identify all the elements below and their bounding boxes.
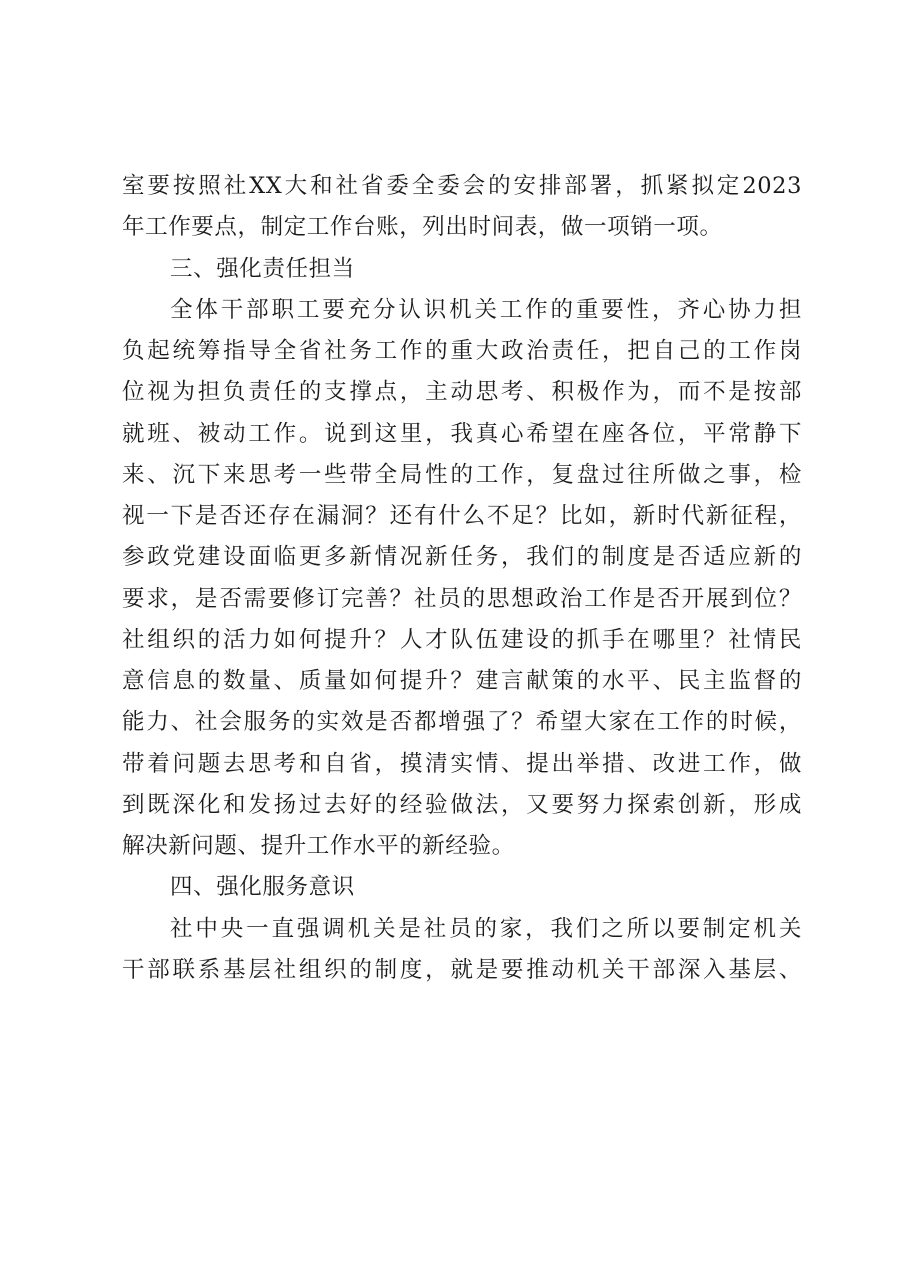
section-heading-3: 三、强化责任担当: [170, 255, 355, 282]
paragraph-line: 社组织的活力如何提升？人才队伍建设的抓手在哪里？社情民: [122, 626, 802, 653]
paragraph-line: 就班、被动工作。说到这里，我真心希望在座各位，平常静下: [122, 420, 802, 447]
paragraph-line: 位视为担负责任的支撑点，主动思考、积极作为，而不是按部: [122, 379, 802, 406]
paragraph-line: 要求，是否需要修订完善？社员的思想政治工作是否开展到位？: [122, 585, 802, 612]
paragraph-line: 解决新问题、提升工作水平的新经验。: [122, 833, 515, 859]
paragraph-line: 社中央一直强调机关是社员的家，我们之所以要制定机关: [170, 915, 802, 942]
paragraph-line: 年工作要点，制定工作台账，列出时间表，做一项销一项。: [122, 214, 723, 241]
paragraph-line: 全体干部职工要充分认识机关工作的重要性，齐心协力担: [170, 296, 802, 323]
paragraph-line: 来、沉下来思考一些带全局性的工作，复盘过往所做之事，检: [122, 461, 802, 488]
section-heading-4: 四、强化服务意识: [170, 874, 355, 901]
paragraph-line: 负起统筹指导全省社务工作的重大政治责任，把自己的工作岗: [122, 338, 802, 364]
paragraph-line: 意信息的数量、质量如何提升？建言献策的水平、民主监督的: [122, 668, 802, 694]
paragraph-line: 干部联系基层社组织的制度，就是要推动机关干部深入基层、: [122, 956, 802, 983]
paragraph-line: 室要按照社XX大和社省委全委会的安排部署，抓紧拟定2023: [122, 173, 802, 199]
paragraph-line: 参政党建设面临更多新情况新任务，我们的制度是否适应新的: [122, 544, 802, 571]
paragraph-line: 带着问题去思考和自省，摸清实情、提出举措、改进工作，做: [122, 750, 802, 777]
paragraph-line: 到既深化和发扬过去好的经验做法，又要努力探索创新，形成: [122, 791, 802, 818]
paragraph-line: 视一下是否还存在漏洞？还有什么不足？比如，新时代新征程，: [122, 503, 802, 529]
document-body: [122, 166, 802, 991]
paragraph-line: 能力、社会服务的实效是否都增强了？希望大家在工作的时候，: [122, 709, 802, 736]
